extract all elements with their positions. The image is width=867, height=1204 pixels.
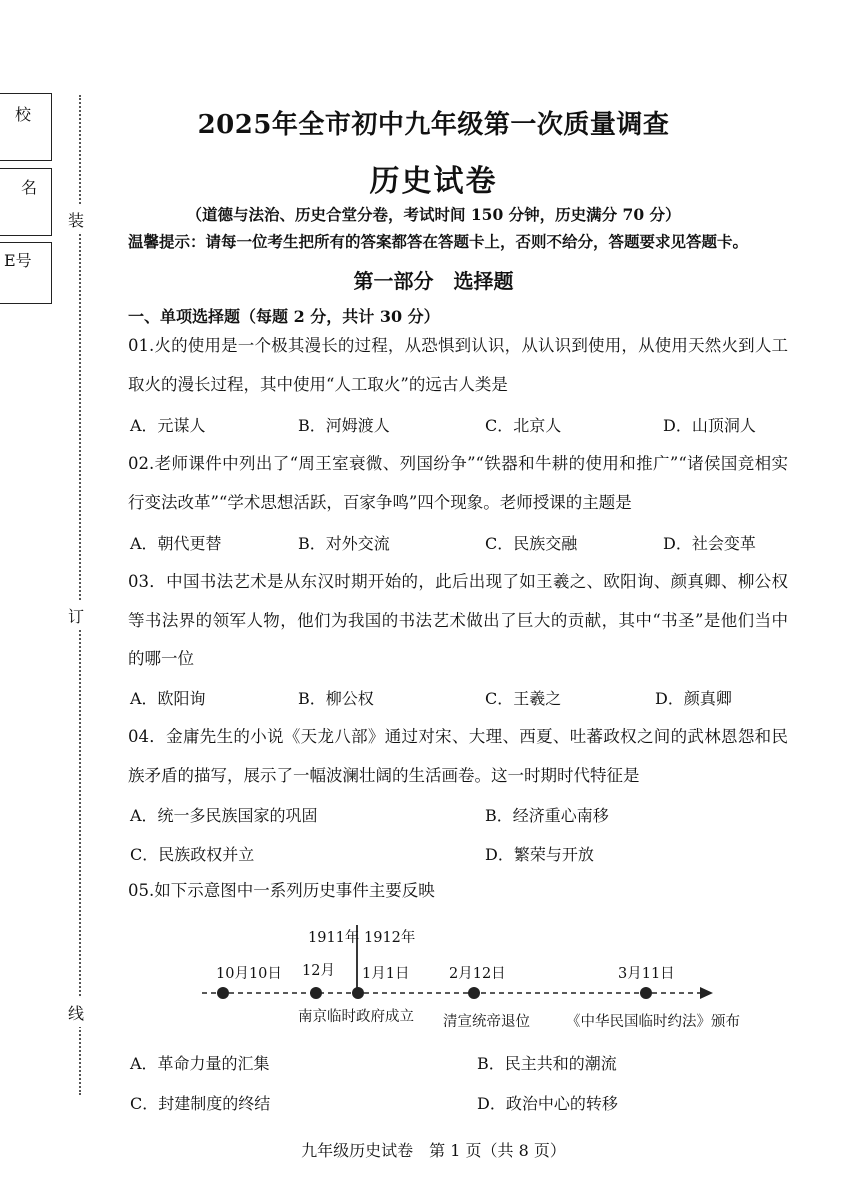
timeline-dot-oct10 [217,987,229,999]
section-title: 一、单项选择题（每题 2 分，共计 30 分） [128,307,440,326]
question-03-option-b: B．柳公权 [298,689,374,708]
timeline-date-feb12: 2月12日 [449,966,506,982]
school-label: 校 [15,105,32,124]
question-04-option-d: D．繁荣与开放 [485,845,594,864]
question-04-option-a: A．统一多民族国家的巩固 [130,806,318,825]
question-05-option-c: C．封建制度的终结 [130,1094,271,1113]
timeline-date-dec: 12月 [302,963,335,979]
question-01-option-b: B．河姆渡人 [298,416,390,435]
question-01-option-d: D．山顶洞人 [663,416,756,435]
question-05-stem: 05.如下示意图中一系列历史事件主要反映 [128,881,435,900]
exam-tip: 温馨提示：请每一位考生把所有的答案都答在答题卡上，否则不给分，答题要求见答题卡。 [128,232,749,251]
question-04-option-b: B．经济重心南移 [485,806,609,825]
timeline-dot-mar11 [640,987,652,999]
question-02-option-a: A．朝代更替 [130,534,222,553]
exam-subject: 历史试卷 [369,164,498,199]
question-03-option-d: D．颜真卿 [655,689,732,708]
question-02-option-c: C．民族交融 [485,534,578,553]
binding-char-ding: 订 [68,601,84,630]
name-label: 名 [21,178,38,197]
question-01-stem: 01.火的使用是一个极其漫长的过程，从恐惧到认识，从认识到使用，从使用天然火到人工取火的漫长过程，其中使用“人工取火”的远古人类是 [128,336,788,394]
exam-subtitle: （道德与法治、历史合堂分卷，考试时间 150 分钟，历史满分 70 分） [186,205,681,224]
timeline-event-constitution: 《中华民国临时约法》颁布 [566,1014,740,1030]
question-05-option-b: B．民主共和的潮流 [477,1054,617,1073]
question-01-option-c: C．北京人 [485,416,562,435]
timeline-event-abdication: 清宣统帝退位 [443,1014,530,1030]
id-label: E号 [4,251,32,270]
question-01-option-a: A．元谋人 [130,416,206,435]
exam-title: 2025年全市初中九年级第一次质量调查 [197,110,670,140]
binding-char-zhuang: 装 [68,205,84,234]
question-02-stem: 02.老师课件中列出了“周王室衰微、列国纷争”“铁器和牛耕的使用和推广”“诸侯国竞相实行变法改革”“学术思想活跃，百家争鸣”四个现象。老师授课的主题是 [128,454,788,512]
binding-char-xian: 线 [68,998,84,1027]
timeline-date-jan1: 1月1日 [362,966,410,982]
timeline-dot-feb12 [468,987,480,999]
timeline-date-oct10: 10月10日 [216,966,282,982]
timeline-year-1912: 1912年 [364,930,416,946]
timeline-date-mar11: 3月11日 [618,966,675,982]
timeline-dot-dec [310,987,322,999]
question-04-stem: 04．金庸先生的小说《天龙八部》通过对宋、大理、西夏、吐蕃政权之间的武林恩怨和民族矛盾的描写，展示了一幅波澜壮阔的生活画卷。这一时期时代特征是 [128,727,788,785]
question-03-option-a: A．欧阳询 [130,689,206,708]
question-05-option-a: A．革命力量的汇集 [130,1054,270,1073]
timeline-arrowhead [700,987,713,999]
timeline-event-nanjing: 南京临时政府成立 [298,1009,414,1025]
question-04-option-c: C．民族政权并立 [130,845,255,864]
part-title: 第一部分 选择题 [353,269,514,293]
question-02-option-d: D．社会变革 [663,534,756,553]
page-footer: 九年级历史试卷 第 1 页（共 8 页） [301,1141,566,1160]
question-02-option-b: B．对外交流 [298,534,390,553]
timeline-dot-jan1 [352,987,364,999]
question-05-option-d: D．政治中心的转移 [477,1094,618,1113]
question-03-stem: 03．中国书法艺术是从东汉时期开始的，此后出现了如王羲之、欧阳询、颜真卿、柳公权等书法界的领军人物，他们为我国的书法艺术做出了巨大的贡献，其中“书圣”是他们当中的哪一位 [128,572,788,668]
timeline-year-1911: 1911年 [308,930,360,946]
question-03-option-c: C．王羲之 [485,689,562,708]
